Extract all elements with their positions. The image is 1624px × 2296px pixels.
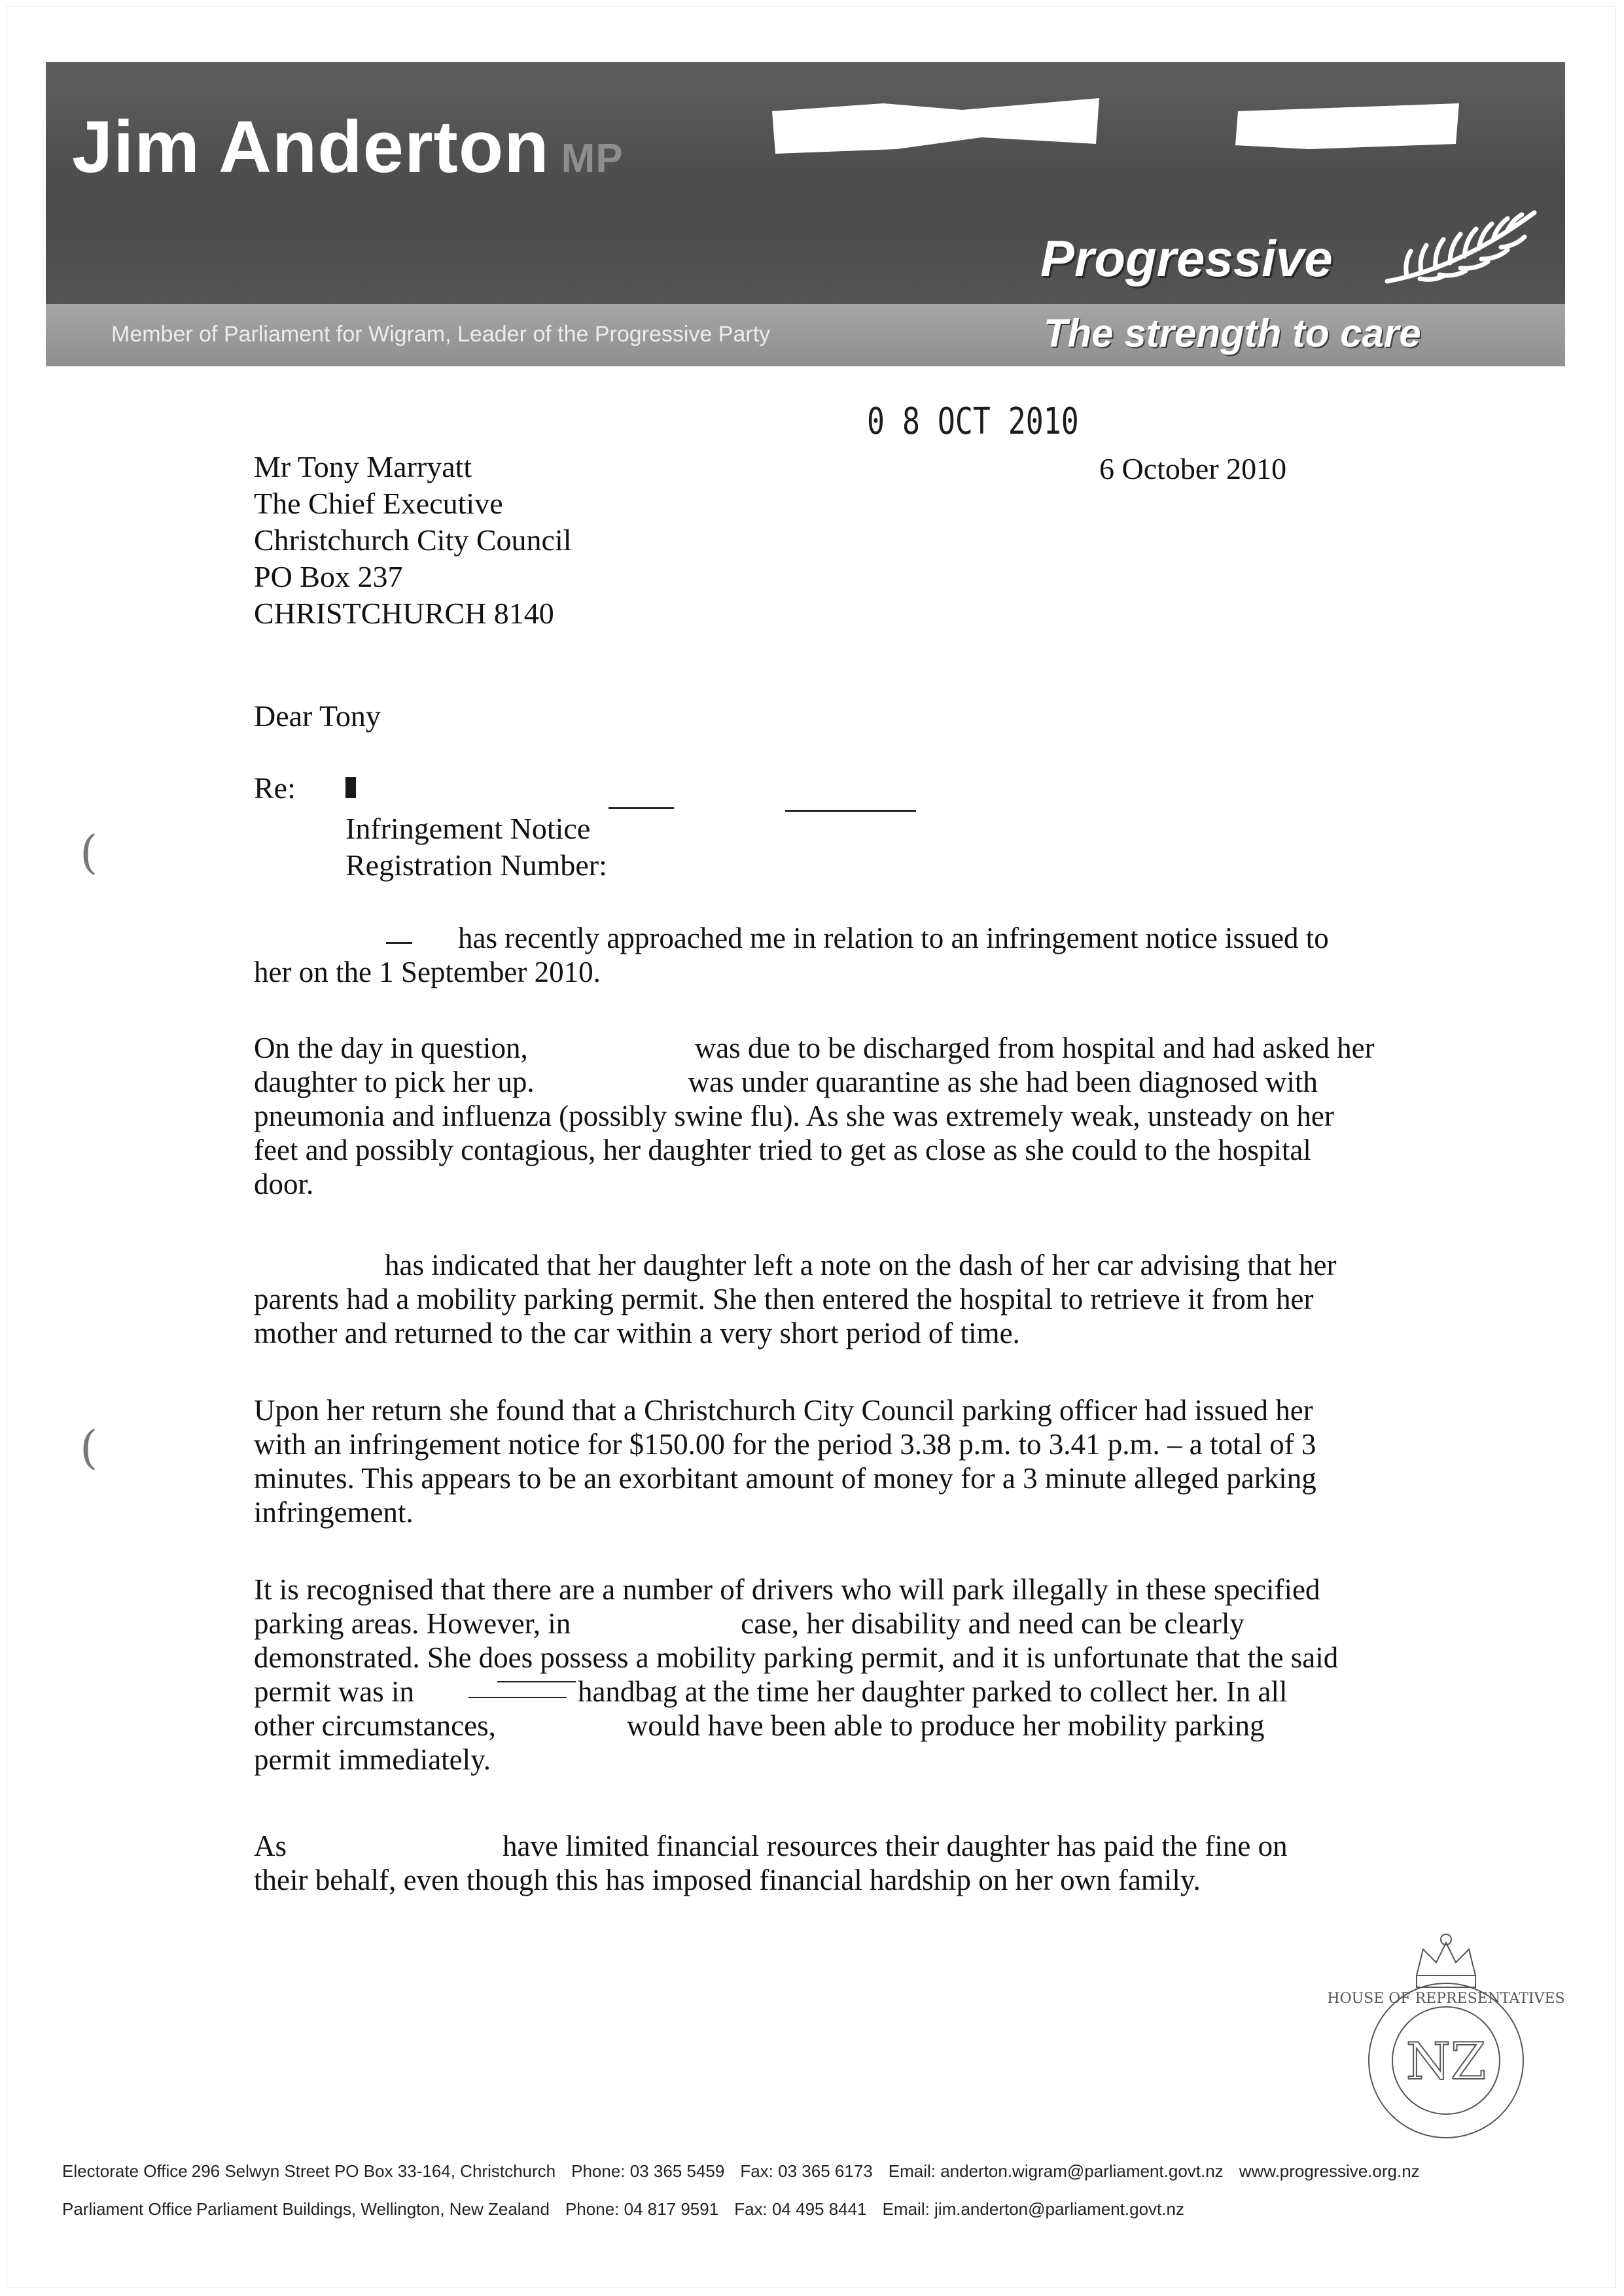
subject-line-1: Infringement Notice	[345, 812, 591, 845]
footer-parliament-email: Email: jim.anderton@parliament.govt.nz	[882, 2199, 1184, 2219]
body-line: demonstrated. She does possess a mobility parking permit, and it is unfortunate that the said	[254, 1641, 1339, 1674]
footer-electorate-email: Email: anderton.wigram@parliament.govt.nz	[888, 2161, 1224, 2181]
mp-name	[72, 105, 624, 189]
footer-parliament-fax: Fax: 04 495 8441	[734, 2199, 867, 2219]
body-line: It is recognised that there are a number of drivers who will park illegally in these specified	[254, 1573, 1320, 1606]
footer-parliament-address: Parliament Buildings, Wellington, New Zealand	[196, 2199, 550, 2219]
seal-icon	[1327, 1930, 1565, 2139]
redaction-mark	[1230, 98, 1466, 157]
body-text: have limited financial resources their daughter has paid the fine on	[503, 1830, 1288, 1862]
body-line: parents had a mobility parking permit. She then entered the hospital to retrieve it from her	[254, 1283, 1314, 1315]
body-line	[254, 1031, 1504, 1065]
footer-parliament-phone: Phone: 04 817 9591	[565, 2199, 719, 2219]
footer-parliament-label: Parliament Office	[62, 2199, 192, 2219]
footer-electorate-office	[62, 2161, 1436, 2182]
footer-electorate-fax: Fax: 03 365 6173	[740, 2161, 873, 2181]
redaction-rule	[609, 807, 674, 809]
scan-artifact: (	[80, 1421, 98, 1474]
footer-electorate-phone: Phone: 03 365 5459	[571, 2161, 725, 2181]
body-text: case, her disability and need can be clearly	[741, 1607, 1244, 1640]
body-line: permit immediately.	[254, 1743, 491, 1776]
body-line: pneumonia and influenza (possibly swine flu). As she was extremely weak, unsteady on her	[254, 1100, 1334, 1132]
body-line: has recently approached me in relation to an infringement notice issued to	[458, 922, 1329, 954]
body-line: mother and returned to the car within a very short period of time.	[254, 1317, 1020, 1349]
body-line: her on the 1 September 2010.	[254, 956, 601, 988]
received-stamp: 0 8 OCT 2010	[867, 400, 1079, 443]
redaction-mark	[766, 92, 1106, 160]
redaction-rule	[386, 942, 412, 944]
footer-electorate-address: 296 Selwyn Street PO Box 33-164, Christchurch	[191, 2161, 556, 2181]
recipient-po-box: PO Box 237	[254, 560, 403, 593]
salutation: Dear Tony	[254, 699, 381, 733]
subject-line-2: Registration Number:	[345, 848, 607, 882]
body-text: was due to be discharged from hospital and had asked her	[694, 1032, 1375, 1064]
seal-emblem: NZ	[1405, 2032, 1487, 2091]
party-name: Progressive	[1040, 230, 1333, 287]
body-line: with an infringement notice for $150.00 for the period 3.38 p.m. to 3.41 p.m. – a total of 3	[254, 1428, 1316, 1461]
party-slogan: The strength to care	[1044, 311, 1421, 355]
body-line: feet and possibly contagious, her daughter tried to get as close as she could to the hospital	[254, 1134, 1311, 1166]
recipient-city: CHRISTCHURCH 8140	[254, 597, 554, 630]
body-paragraph-2	[254, 1031, 1504, 1201]
redaction-rule	[785, 810, 916, 812]
redaction-rule	[468, 1697, 567, 1698]
footer-website: www.progressive.org.nz	[1239, 2161, 1420, 2181]
body-line: has indicated that her daughter left a note on the dash of her car advising that her	[385, 1249, 1337, 1281]
body-paragraph-1	[254, 921, 1504, 989]
body-line: infringement.	[254, 1496, 414, 1529]
fern-icon	[1381, 196, 1544, 294]
body-paragraph-5	[254, 1573, 1504, 1777]
body-text: daughter to pick her up.	[254, 1066, 535, 1098]
mp-role-line: Member of Parliament for Wigram, Leader of the Progressive Party	[111, 322, 771, 347]
recipient-title: The Chief Executive	[254, 487, 503, 520]
body-text: On the day in question,	[254, 1032, 528, 1064]
body-text: permit was in	[254, 1675, 414, 1708]
body-line: door.	[254, 1168, 314, 1200]
subject-label: Re:	[254, 771, 296, 805]
body-line	[254, 1607, 1504, 1641]
scan-artifact: (	[80, 826, 98, 879]
body-line: minutes. This appears to be an exorbitant amount of money for a 3 minute alleged parking	[254, 1462, 1316, 1495]
body-line	[254, 1065, 1504, 1099]
body-text: other circumstances,	[254, 1709, 496, 1742]
mp-suffix: MP	[561, 136, 624, 181]
mp-name-text: Jim Anderton	[72, 106, 550, 188]
body-text: parking areas. However, in	[254, 1607, 571, 1640]
body-text: handbag at the time her daughter parked to collect her. In all	[577, 1675, 1288, 1708]
footer-parliament-office	[62, 2199, 1200, 2219]
body-line	[254, 1675, 1504, 1709]
underline-mark	[497, 1681, 576, 1682]
body-line: their behalf, even though this has imposed financial hardship on her own family.	[254, 1864, 1201, 1896]
letter-date: 6 October 2010	[1099, 452, 1287, 485]
body-paragraph-6	[254, 1829, 1504, 1897]
body-text: was under quarantine as she had been diagnosed with	[688, 1066, 1318, 1098]
body-line: Upon her return she found that a Christchurch City Council parking officer had issued her	[254, 1394, 1313, 1427]
body-line	[254, 1709, 1504, 1743]
body-text: would have been able to produce her mobility parking	[626, 1709, 1265, 1742]
body-text: As	[254, 1830, 287, 1862]
recipient-address	[254, 449, 572, 632]
recipient-organisation: Christchurch City Council	[254, 523, 572, 557]
footer-electorate-label: Electorate Office	[62, 2161, 188, 2181]
body-paragraph-4	[254, 1393, 1504, 1529]
body-line	[254, 1829, 1504, 1863]
redaction-mark	[345, 777, 356, 798]
recipient-name: Mr Tony Marryatt	[254, 450, 472, 483]
seal-ring-text: HOUSE OF REPRESENTATIVES	[1327, 1991, 1565, 2007]
body-paragraph-3	[254, 1248, 1504, 1350]
